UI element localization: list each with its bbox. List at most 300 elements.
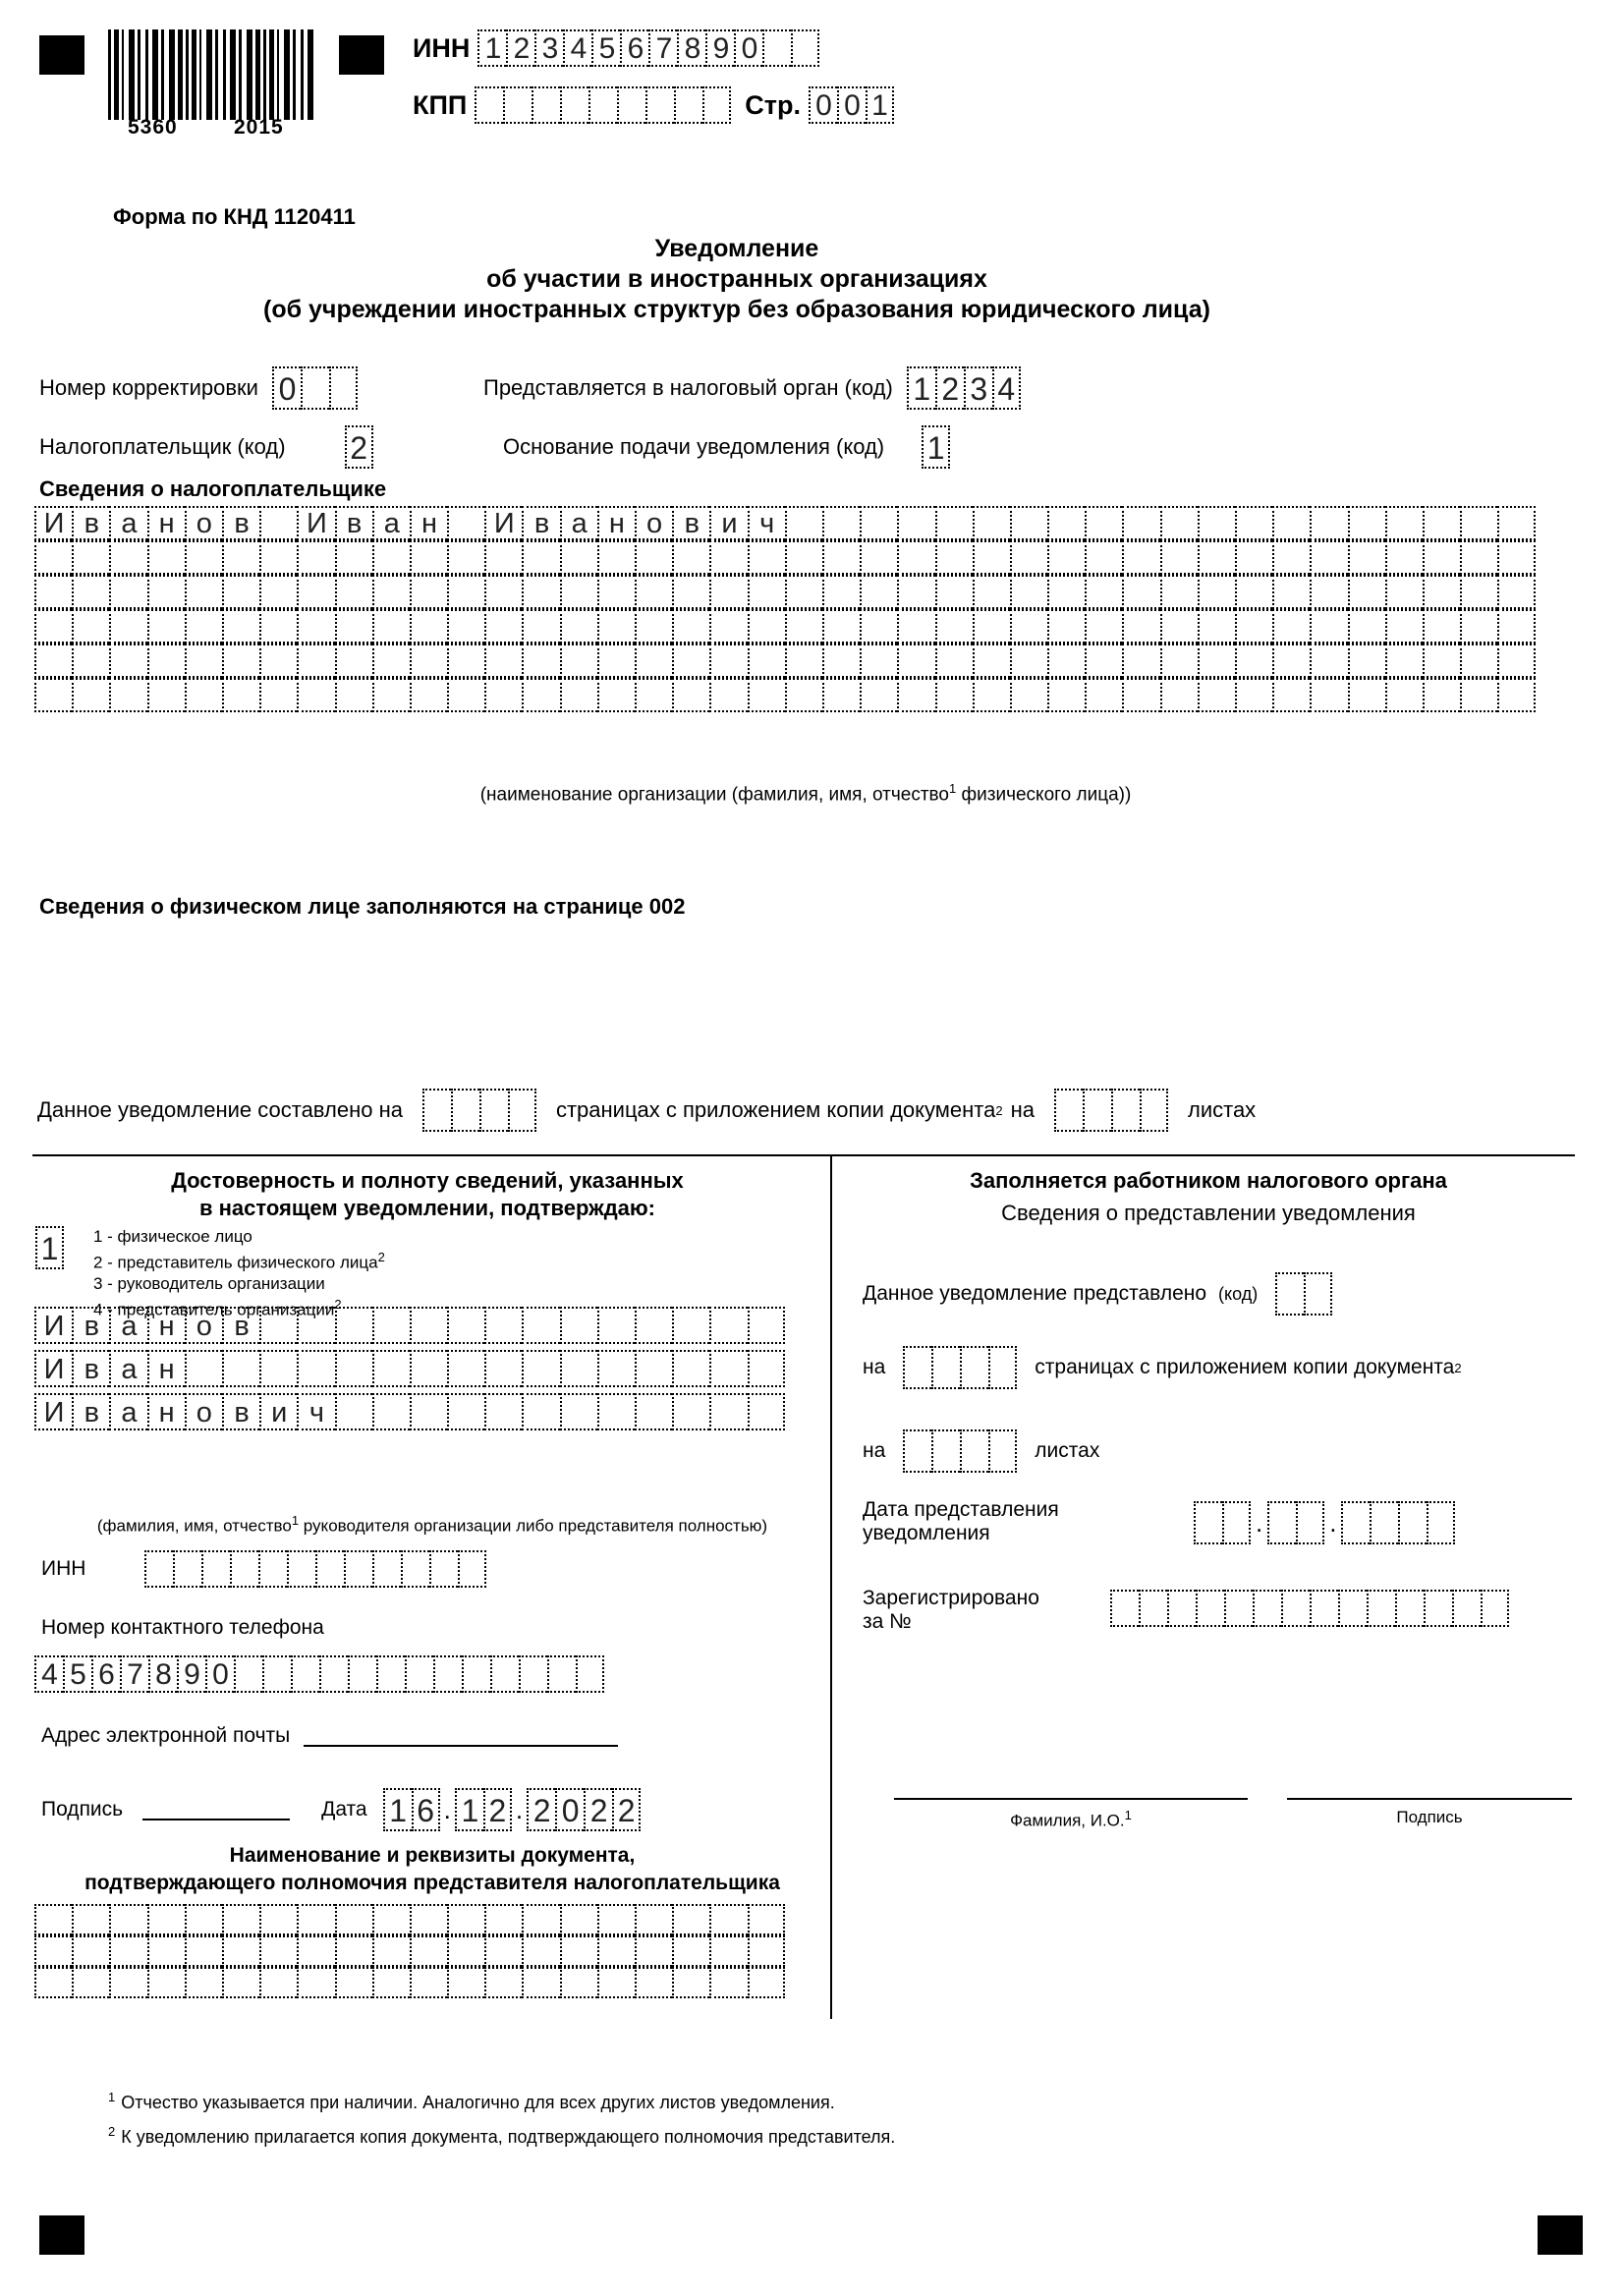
grid-cell[interactable] (748, 644, 785, 678)
grid-cell[interactable] (222, 1935, 259, 1967)
grid-cell[interactable] (576, 1655, 604, 1693)
taxpayer-name-grid[interactable] (34, 506, 1536, 712)
grid-cell[interactable] (672, 1350, 709, 1387)
grid-cell[interactable] (405, 1655, 433, 1693)
grid-cell[interactable]: н (147, 506, 185, 540)
grid-cell[interactable] (860, 575, 897, 609)
grid-cell[interactable]: в (222, 1307, 259, 1344)
grid-cell[interactable] (1348, 506, 1385, 540)
grid-cell[interactable] (973, 506, 1010, 540)
grid-cell[interactable] (1196, 1590, 1224, 1627)
grid-cell[interactable] (1423, 575, 1460, 609)
grid-cell[interactable] (147, 1904, 185, 1935)
grid-cell[interactable] (1423, 540, 1460, 575)
grid-cell[interactable] (297, 1904, 334, 1935)
grid-cell[interactable] (1348, 644, 1385, 678)
grid-cell[interactable] (401, 1550, 429, 1588)
grid-cell[interactable] (297, 609, 334, 644)
grid-cell[interactable] (1139, 1590, 1167, 1627)
grid-cell[interactable] (635, 678, 672, 712)
grid-cell[interactable] (1198, 609, 1235, 644)
grid-cell[interactable] (291, 1655, 319, 1693)
grid-cell[interactable] (222, 575, 259, 609)
grid-cell[interactable] (1010, 540, 1047, 575)
grid-cell[interactable] (1348, 575, 1385, 609)
grid-cell[interactable] (222, 1350, 259, 1387)
grid-cell[interactable] (1395, 1590, 1424, 1627)
grid-cell[interactable]: 3 (534, 29, 563, 67)
grid-cell[interactable]: 1 (866, 86, 894, 124)
grid-cell[interactable] (903, 1429, 931, 1473)
grid-cell[interactable] (860, 540, 897, 575)
grid-cell[interactable] (709, 609, 747, 644)
grid-cell[interactable] (447, 1393, 484, 1430)
grid-cell[interactable]: 0 (272, 366, 301, 410)
grid-cell[interactable] (484, 540, 522, 575)
grid-cell[interactable] (709, 1935, 747, 1967)
grid-cell[interactable] (1160, 540, 1198, 575)
grid-cell[interactable]: 6 (91, 1655, 120, 1693)
grid-cell[interactable] (762, 29, 791, 67)
grid-cell[interactable] (672, 678, 709, 712)
grid-cell[interactable] (1423, 506, 1460, 540)
grid-cell[interactable] (1310, 678, 1347, 712)
grid-cell[interactable] (222, 1967, 259, 1998)
grid-cell[interactable] (748, 540, 785, 575)
grid-cell[interactable] (72, 1967, 109, 1998)
grid-cell[interactable] (748, 575, 785, 609)
grid-cell[interactable] (447, 1350, 484, 1387)
grid-cell[interactable] (447, 540, 484, 575)
grid-cell[interactable] (72, 678, 109, 712)
grid-cell[interactable] (1275, 1272, 1304, 1316)
grid-cell[interactable] (597, 678, 635, 712)
grid-cell[interactable] (1047, 644, 1085, 678)
grid-cell[interactable] (451, 1089, 479, 1132)
grid-cell[interactable] (1198, 644, 1235, 678)
grid-cell[interactable] (410, 1350, 447, 1387)
grid-cell[interactable] (988, 1346, 1017, 1389)
grid-cell[interactable]: 3 (964, 366, 992, 410)
grid-cell[interactable] (617, 86, 645, 124)
grid-cell[interactable] (259, 1350, 297, 1387)
grid-cell[interactable] (672, 1904, 709, 1935)
grid-cell[interactable] (1085, 506, 1122, 540)
grid-cell[interactable] (635, 1307, 672, 1344)
grid-cell[interactable] (597, 575, 635, 609)
grid-cell[interactable] (335, 678, 372, 712)
grid-cell[interactable] (897, 678, 934, 712)
grid-cell[interactable] (785, 644, 822, 678)
grid-cell[interactable]: в (72, 506, 109, 540)
grid-cell[interactable] (410, 1935, 447, 1967)
grid-cell[interactable]: 1 (477, 29, 506, 67)
confirm-code-input[interactable] (35, 1226, 64, 1269)
grid-cell[interactable] (484, 678, 522, 712)
officer-signature-line[interactable] (1287, 1798, 1572, 1800)
grid-cell[interactable]: 4 (992, 366, 1021, 410)
grid-cell[interactable] (297, 575, 334, 609)
grid-cell[interactable]: в (72, 1307, 109, 1344)
grid-cell[interactable] (1370, 1501, 1398, 1544)
grid-cell[interactable] (935, 644, 973, 678)
grid-cell[interactable] (335, 575, 372, 609)
grid-cell[interactable] (635, 644, 672, 678)
grid-cell[interactable] (1310, 575, 1347, 609)
grid-cell[interactable] (1047, 506, 1085, 540)
grid-cell[interactable] (560, 540, 597, 575)
rep-signature-input[interactable] (142, 1799, 290, 1820)
grid-cell[interactable] (935, 678, 973, 712)
grid-cell[interactable] (297, 1967, 334, 1998)
grid-cell[interactable] (410, 540, 447, 575)
grid-cell[interactable] (931, 1346, 960, 1389)
grid-cell[interactable] (822, 678, 860, 712)
grid-cell[interactable] (185, 1967, 222, 1998)
grid-cell[interactable] (635, 609, 672, 644)
rep-inn-input[interactable] (144, 1550, 486, 1588)
grid-cell[interactable] (597, 1350, 635, 1387)
grid-cell[interactable] (1160, 644, 1198, 678)
grid-cell[interactable]: И (297, 506, 334, 540)
grid-cell[interactable] (410, 1307, 447, 1344)
grid-cell[interactable] (1385, 609, 1423, 644)
grid-cell[interactable]: И (34, 1307, 72, 1344)
grid-cell[interactable]: в (72, 1350, 109, 1387)
grid-cell[interactable] (462, 1655, 490, 1693)
grid-cell[interactable] (560, 575, 597, 609)
grid-cell[interactable] (185, 678, 222, 712)
grid-cell[interactable] (1385, 540, 1423, 575)
grid-cell[interactable]: И (484, 506, 522, 540)
grid-cell[interactable]: н (147, 1307, 185, 1344)
grid-cell[interactable]: а (109, 506, 146, 540)
grid-cell[interactable] (860, 506, 897, 540)
grid-cell[interactable] (674, 86, 702, 124)
grid-cell[interactable] (447, 1307, 484, 1344)
grid-cell[interactable] (532, 86, 560, 124)
grid-cell[interactable] (287, 1550, 315, 1588)
grid-cell[interactable] (259, 609, 297, 644)
grid-cell[interactable] (259, 678, 297, 712)
grid-cell[interactable] (410, 575, 447, 609)
grid-cell[interactable] (1272, 678, 1310, 712)
grid-cell[interactable] (147, 575, 185, 609)
grid-cell[interactable] (522, 644, 559, 678)
grid-cell[interactable] (185, 644, 222, 678)
grid-cell[interactable] (72, 609, 109, 644)
grid-cell[interactable] (960, 1346, 988, 1389)
grid-cell[interactable] (960, 1429, 988, 1473)
grid-cell[interactable] (1010, 575, 1047, 609)
grid-cell[interactable] (72, 644, 109, 678)
grid-cell[interactable] (1122, 575, 1159, 609)
grid-cell[interactable] (335, 1935, 372, 1967)
grid-cell[interactable] (785, 540, 822, 575)
grid-cell[interactable] (34, 609, 72, 644)
grid-cell[interactable] (1010, 609, 1047, 644)
grid-cell[interactable] (315, 1550, 344, 1588)
grid-cell[interactable] (1341, 1501, 1370, 1544)
grid-cell[interactable] (484, 575, 522, 609)
grid-cell[interactable] (1497, 609, 1535, 644)
grid-cell[interactable] (748, 1350, 785, 1387)
grid-cell[interactable] (748, 1935, 785, 1967)
grid-cell[interactable] (597, 644, 635, 678)
grid-cell[interactable] (484, 1967, 522, 1998)
grid-cell[interactable] (503, 86, 532, 124)
grid-cell[interactable] (822, 540, 860, 575)
grid-cell[interactable] (1122, 540, 1159, 575)
grid-cell[interactable] (1272, 609, 1310, 644)
grid-cell[interactable] (447, 644, 484, 678)
grid-cell[interactable] (259, 644, 297, 678)
grid-cell[interactable] (672, 1935, 709, 1967)
grid-cell[interactable] (597, 609, 635, 644)
grid-cell[interactable] (709, 1967, 747, 1998)
grid-cell[interactable] (560, 1967, 597, 1998)
grid-cell[interactable]: 2 (935, 366, 964, 410)
grid-cell[interactable]: н (147, 1393, 185, 1430)
grid-cell[interactable] (1460, 644, 1497, 678)
grid-cell[interactable]: 1 (383, 1788, 412, 1831)
grid-cell[interactable] (109, 1935, 146, 1967)
grid-cell[interactable] (897, 540, 934, 575)
grid-cell[interactable] (447, 506, 484, 540)
grid-cell[interactable] (1348, 609, 1385, 644)
grid-cell[interactable] (34, 644, 72, 678)
grid-cell[interactable] (297, 540, 334, 575)
grid-cell[interactable]: И (34, 1393, 72, 1430)
grid-cell[interactable]: 0 (837, 86, 866, 124)
grid-cell[interactable] (1310, 540, 1347, 575)
grid-cell[interactable] (259, 1307, 297, 1344)
grid-cell[interactable] (672, 575, 709, 609)
grid-cell[interactable] (560, 1935, 597, 1967)
grid-cell[interactable] (1267, 1501, 1296, 1544)
grid-cell[interactable] (185, 575, 222, 609)
grid-cell[interactable] (1481, 1590, 1509, 1627)
rep-date-month-input[interactable] (455, 1788, 512, 1831)
grid-cell[interactable] (522, 1904, 559, 1935)
grid-cell[interactable] (234, 1655, 262, 1693)
grid-cell[interactable] (173, 1550, 201, 1588)
grid-cell[interactable] (259, 1935, 297, 1967)
grid-cell[interactable] (635, 540, 672, 575)
registration-number-input[interactable] (1110, 1590, 1509, 1627)
grid-cell[interactable] (973, 644, 1010, 678)
grid-cell[interactable]: 0 (205, 1655, 234, 1693)
grid-cell[interactable] (597, 1935, 635, 1967)
grid-cell[interactable]: 4 (34, 1655, 63, 1693)
grid-cell[interactable] (1385, 575, 1423, 609)
grid-cell[interactable] (1054, 1089, 1083, 1132)
grid-cell[interactable] (335, 1350, 372, 1387)
grid-cell[interactable] (410, 678, 447, 712)
grid-cell[interactable] (372, 540, 410, 575)
pages-count-input[interactable] (903, 1346, 1017, 1389)
grid-cell[interactable] (1424, 1590, 1452, 1627)
grid-cell[interactable] (597, 1307, 635, 1344)
grid-cell[interactable] (1460, 575, 1497, 609)
grid-cell[interactable] (588, 86, 617, 124)
grid-cell[interactable] (897, 506, 934, 540)
grid-cell[interactable]: а (560, 506, 597, 540)
grid-cell[interactable] (635, 575, 672, 609)
grid-cell[interactable] (34, 575, 72, 609)
grid-cell[interactable]: и (709, 506, 747, 540)
grid-cell[interactable] (709, 1904, 747, 1935)
grid-cell[interactable] (748, 1393, 785, 1430)
grid-cell[interactable] (372, 1904, 410, 1935)
grid-cell[interactable] (709, 540, 747, 575)
grid-cell[interactable] (560, 86, 588, 124)
grid-cell[interactable] (344, 1550, 372, 1588)
grid-cell[interactable] (185, 1935, 222, 1967)
grid-cell[interactable] (372, 1350, 410, 1387)
grid-cell[interactable]: 2 (483, 1788, 512, 1831)
grid-cell[interactable] (973, 540, 1010, 575)
grid-cell[interactable] (147, 1967, 185, 1998)
grid-cell[interactable] (822, 575, 860, 609)
grid-cell[interactable] (522, 540, 559, 575)
kpp-input[interactable] (475, 86, 731, 124)
grid-cell[interactable] (484, 609, 522, 644)
grid-cell[interactable] (222, 678, 259, 712)
grid-cell[interactable] (490, 1655, 519, 1693)
grid-cell[interactable] (1085, 609, 1122, 644)
grid-cell[interactable] (547, 1655, 576, 1693)
grid-cell[interactable] (147, 644, 185, 678)
grid-cell[interactable] (1235, 540, 1272, 575)
grid-cell[interactable]: 0 (734, 29, 762, 67)
grid-cell[interactable] (319, 1655, 348, 1693)
grid-cell[interactable] (447, 575, 484, 609)
grid-cell[interactable] (597, 1967, 635, 1998)
grid-cell[interactable] (1310, 506, 1347, 540)
grid-cell[interactable] (222, 540, 259, 575)
grid-cell[interactable] (860, 644, 897, 678)
grid-cell[interactable] (479, 1089, 508, 1132)
grid-cell[interactable] (988, 1429, 1017, 1473)
grid-cell[interactable]: 2 (506, 29, 534, 67)
grid-cell[interactable] (597, 1393, 635, 1430)
grid-cell[interactable] (1122, 506, 1159, 540)
grid-cell[interactable]: 1 (922, 425, 950, 469)
grid-cell[interactable] (522, 678, 559, 712)
grid-cell[interactable] (709, 678, 747, 712)
grid-cell[interactable] (1281, 1590, 1310, 1627)
grid-cell[interactable] (447, 678, 484, 712)
grid-cell[interactable] (297, 1935, 334, 1967)
grid-cell[interactable] (522, 1393, 559, 1430)
grid-cell[interactable]: в (222, 1393, 259, 1430)
grid-cell[interactable] (262, 1655, 291, 1693)
grid-cell[interactable] (903, 1346, 931, 1389)
grid-cell[interactable]: 9 (177, 1655, 205, 1693)
grid-cell[interactable]: 9 (705, 29, 734, 67)
grid-cell[interactable] (335, 609, 372, 644)
grid-cell[interactable] (147, 1935, 185, 1967)
grid-cell[interactable] (297, 644, 334, 678)
submission-date-year-input[interactable] (1341, 1501, 1455, 1544)
grid-cell[interactable]: в (72, 1393, 109, 1430)
grid-cell[interactable] (34, 1935, 72, 1967)
grid-cell[interactable] (144, 1550, 173, 1588)
grid-cell[interactable] (672, 540, 709, 575)
grid-cell[interactable] (410, 609, 447, 644)
rep-date-day-input[interactable] (383, 1788, 440, 1831)
grid-cell[interactable] (484, 1307, 522, 1344)
grid-cell[interactable] (259, 506, 297, 540)
grid-cell[interactable] (34, 1904, 72, 1935)
grid-cell[interactable] (372, 1393, 410, 1430)
grid-cell[interactable] (522, 1967, 559, 1998)
grid-cell[interactable] (522, 1307, 559, 1344)
grid-cell[interactable] (709, 1350, 747, 1387)
grid-cell[interactable] (258, 1550, 287, 1588)
grid-cell[interactable] (484, 1393, 522, 1430)
grid-cell[interactable] (297, 678, 334, 712)
grid-cell[interactable]: а (109, 1307, 146, 1344)
grid-cell[interactable]: 2 (345, 425, 373, 469)
grid-cell[interactable] (372, 575, 410, 609)
representative-name-grid[interactable] (34, 1307, 785, 1436)
grid-cell[interactable] (635, 1393, 672, 1430)
grid-cell[interactable] (1304, 1272, 1332, 1316)
grid-cell[interactable] (897, 575, 934, 609)
grid-cell[interactable]: И (34, 1350, 72, 1387)
grid-cell[interactable] (372, 678, 410, 712)
grid-cell[interactable] (458, 1550, 486, 1588)
grid-cell[interactable] (785, 506, 822, 540)
grid-cell[interactable]: ч (748, 506, 785, 540)
submission-date-day-input[interactable] (1194, 1501, 1251, 1544)
grid-cell[interactable] (185, 609, 222, 644)
grid-cell[interactable] (335, 1393, 372, 1430)
grid-cell[interactable] (1423, 678, 1460, 712)
grid-cell[interactable] (935, 506, 973, 540)
grid-cell[interactable] (1047, 678, 1085, 712)
grid-cell[interactable] (72, 575, 109, 609)
grid-cell[interactable]: 2 (612, 1788, 641, 1831)
grid-cell[interactable] (522, 575, 559, 609)
grid-cell[interactable] (185, 540, 222, 575)
grid-cell[interactable] (147, 678, 185, 712)
grid-cell[interactable] (372, 644, 410, 678)
grid-cell[interactable] (72, 1935, 109, 1967)
grid-cell[interactable]: а (109, 1350, 146, 1387)
grid-cell[interactable] (822, 506, 860, 540)
grid-cell[interactable] (1160, 506, 1198, 540)
grid-cell[interactable]: в (335, 506, 372, 540)
officer-name-line[interactable] (894, 1798, 1248, 1800)
grid-cell[interactable] (185, 1350, 222, 1387)
confirm-code-box[interactable] (35, 1226, 64, 1269)
grid-cell[interactable] (109, 609, 146, 644)
grid-cell[interactable] (1122, 678, 1159, 712)
grid-cell[interactable] (1010, 644, 1047, 678)
correction-number-input[interactable] (272, 366, 358, 410)
grid-cell[interactable] (1085, 575, 1122, 609)
grid-cell[interactable] (702, 86, 731, 124)
grid-cell[interactable] (1310, 609, 1347, 644)
grid-cell[interactable] (1272, 644, 1310, 678)
grid-cell[interactable] (1047, 609, 1085, 644)
grid-cell[interactable] (973, 575, 1010, 609)
grid-cell[interactable] (785, 678, 822, 712)
grid-cell[interactable] (1224, 1590, 1253, 1627)
